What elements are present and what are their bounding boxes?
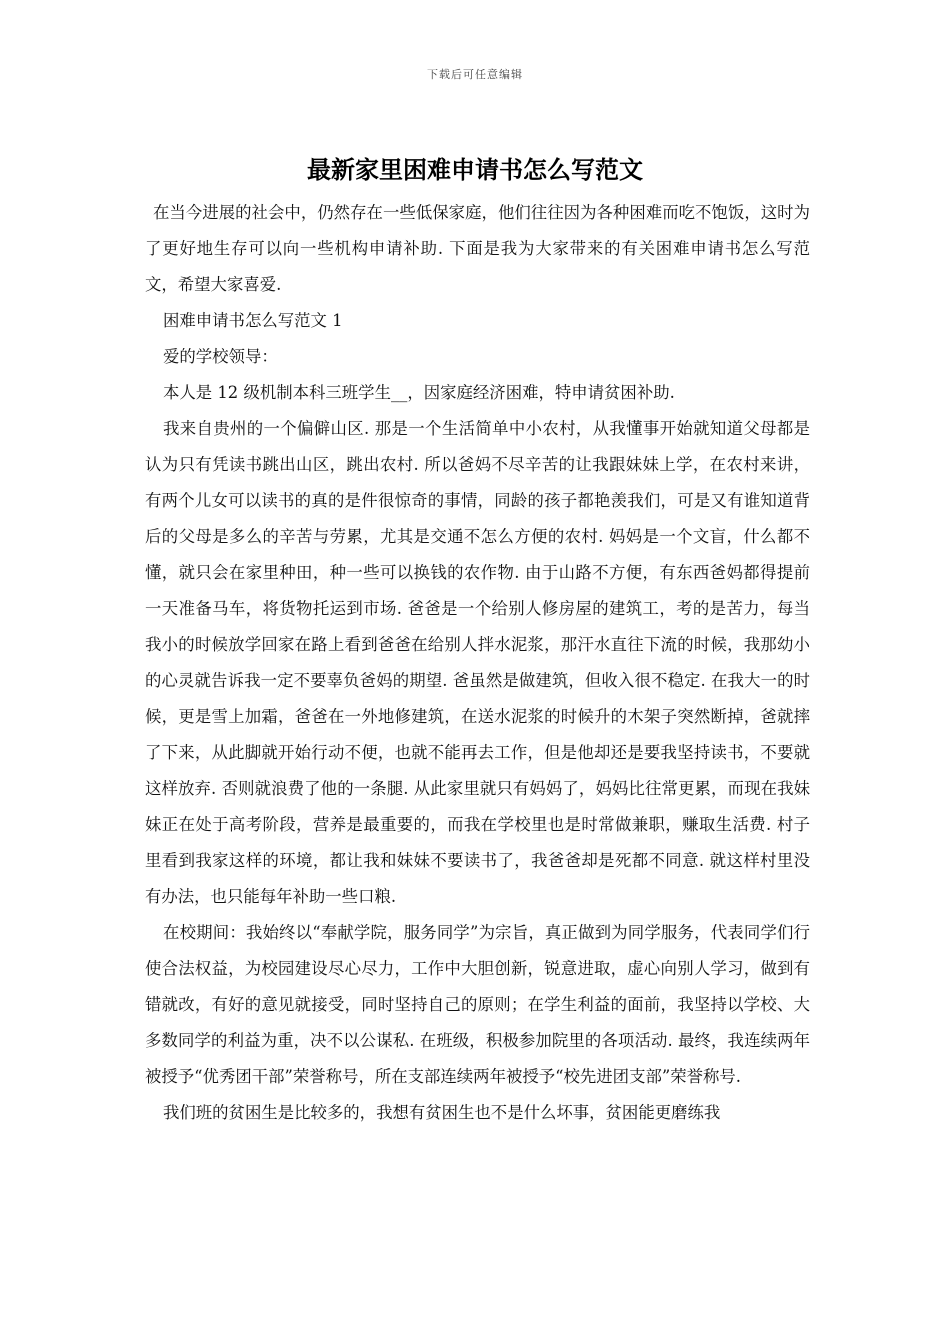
document-body bbox=[145, 195, 810, 1131]
section-heading: 困难申请书怎么写范文 1 bbox=[163, 311, 343, 330]
header-note: 下载后可任意编辑 bbox=[427, 68, 523, 81]
salutation: 爱的学校领导： bbox=[163, 347, 278, 366]
body-paragraph: 我来自贵州的一个偏僻山区. 那是一个生活简单中小农村，从我懂事开始就知道父母都是认为只有凭读书跳出山区，跳出农村. 所以爸妈不尽辛苦的让我跟妹妹上学，在农村来讲，有两个儿女可以读书的真的是件很惊奇的事情，同龄的孩子都艳羡我们，可是又有谁知道背后的父母是多么的辛苦与劳累，尤其是交通不怎么方便的农村. 妈妈是一个文盲，什么都不懂，就只会在家里种田，种一些可以换钱的农作物. 由于山路不方便，有东西爸妈都得提前一天准备马车，将货物托运到市场. 爸爸是一个给别人修房屋的建筑工，考的是苦力，每当我小的时候放学回家在路上看到爸爸在给别人拌水泥浆，那汗水直往下流的时候，我那幼小的心灵就告诉我一定不要辜负爸妈的期望. 爸虽然是做建筑，但收入很不稳定. 在我大一的时候，更是雪上加霜，爸爸在一外地修建筑，在送水泥浆的时候升的木架子突然断掉，爸就摔了下来，从此脚就开始行动不便，也就不能再去工作，但是他却还是要我坚持读书，不要就这样放弃. 否则就浪费了他的一条腿. 从此家里就只有妈妈了，妈妈比往常更累，而现在我妹妹正在处于高考阶段，营养是最重要的，而我在学校里也是时常做兼职，赚取生活费. 村子里看到我家这样的环境，都让我和妹妹不要读书了，我爸爸却是死都不同意. 就这样村里没有办法，也只能每年补助一些口粮. bbox=[145, 419, 810, 906]
body-paragraph: 本人是 12 级机制本科三班学生__，因家庭经济困难，特申请贫困补助. bbox=[163, 383, 675, 402]
document-title: 最新家里困难申请书怎么写范文 bbox=[307, 155, 643, 184]
body-paragraph: 我们班的贫困生是比较多的，我想有贫困生也不是什么坏事，贫困能更磨练我 bbox=[163, 1103, 721, 1122]
body-paragraph: 在校期间：我始终以“奉献学院，服务同学”为宗旨，真正做到为同学服务，代表同学们行使合法权益，为校园建设尽心尽力，工作中大胆创新，锐意进取，虚心向别人学习，做到有错就改，有好的意见就接受，同时坚持自己的原则；在学生利益的面前，我坚持以学校、大多数同学的利益为重，决不以公谋私. 在班级，积极参加院里的各项活动. 最终，我连续两年被授予“优秀团干部”荣誉称号，所在支部连续两年被授予“校先进团支部”荣誉称号. bbox=[145, 923, 810, 1086]
intro-paragraph: 在当今进展的社会中，仍然存在一些低保家庭，他们往往因为各种困难而吃不饱饭，这时为了更好地生存可以向一些机构申请补助. 下面是我为大家带来的有关困难申请书怎么写范文，希望大家喜爱. bbox=[145, 203, 810, 294]
